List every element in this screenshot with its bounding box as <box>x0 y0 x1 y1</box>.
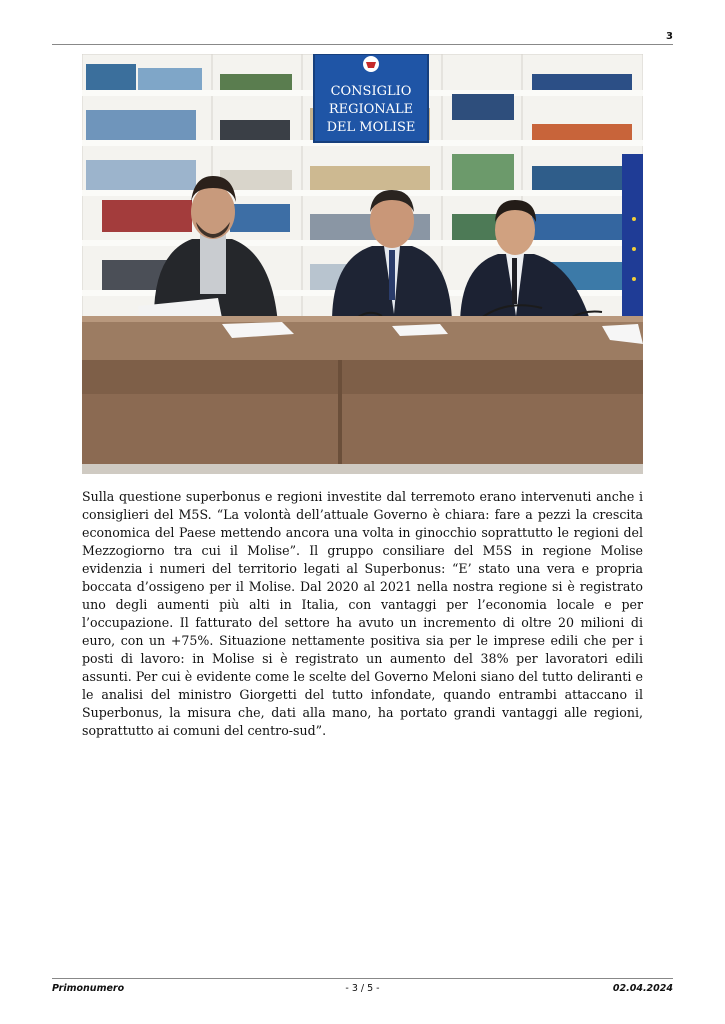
page-number: 3 <box>666 31 673 42</box>
article-body: Sulla questione superbonus e regioni investite dal terremoto erano intervenuti anche i consiglieri del M5S. “La volontà dell’attuale Governo è chiara: fare a pezzi la crescita economica del Paese mettendo ancora una volta in ginocchio soprattutto le regioni del Mezzogiorno tra cui il Molise”. Il gruppo consiliare del M5S in regione Molise evidenzia i numeri del territorio legati al Superbonus: “E’ stato una vera e propria boccata d’ossigeno per il Molise. Dal 2020 al 2021 nella nostra regione si è registrato uno degli aumenti più alti in Italia, con vantaggi per l’economia locale e per l’occupazione. Il fatturato del settore ha avuto un incremento di oltre 20 milioni di euro, con un +75%. Situazione nettamente positiva sia per le imprese edili che per i posti di lavoro: in Molise si è registrato un aumento del 38% per lavoratori edili assunti. Per cui è evidente come le scelte del Governo Meloni siano del tutto deliranti e le analisi del ministro Giorgetti del tutto infondate, quando entrambi attaccano il Superbonus, la misura che, dati alla mano, ha portato grandi vantaggi alle regioni, soprattutto ai comuni del centro-sud”. <box>82 489 643 738</box>
footer <box>52 983 673 997</box>
footer-page-indicator: - 3 / 5 - <box>345 983 380 994</box>
sign-line-1: CONSIGLIO <box>330 84 412 99</box>
sign-line-3: DEL MOLISE <box>326 120 416 135</box>
footer-rule <box>52 978 673 979</box>
footer-date: 02.04.2024 <box>612 983 673 994</box>
sign-line-2: REGIONALE <box>328 102 414 117</box>
header-rule <box>52 44 673 45</box>
press-conference-photo <box>82 54 643 474</box>
footer-site-name: Primonumero <box>52 983 125 994</box>
